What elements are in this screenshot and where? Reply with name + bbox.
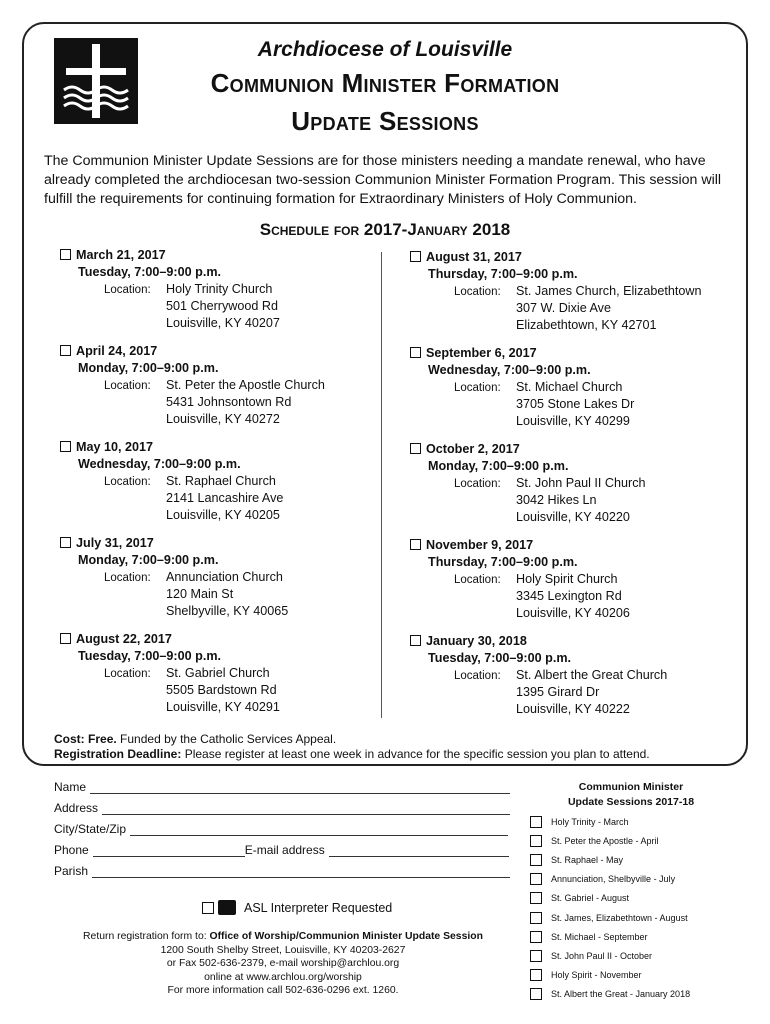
checklist-item-label: St. Michael - September: [551, 931, 648, 942]
location-city: Louisville, KY 40206: [516, 606, 630, 620]
location-address: [166, 281, 280, 332]
location-address: [516, 475, 646, 526]
return-online: online at www.archlou.org/worship: [204, 971, 362, 983]
session-checklist: [530, 812, 690, 1004]
checklist-checkbox[interactable]: [530, 854, 542, 866]
checklist-checkbox[interactable]: [530, 931, 542, 943]
session-left-0: [60, 247, 280, 332]
location-label: Location:: [104, 572, 151, 584]
cross-logo-icon: [54, 38, 138, 124]
location-city: Louisville, KY 40222: [516, 702, 630, 716]
location-label: Location:: [104, 380, 151, 392]
location-city: Louisville, KY 40299: [516, 414, 630, 428]
session-time: Tuesday, 7:00–9:00 p.m.: [78, 265, 222, 279]
phone-label: Phone: [54, 843, 89, 857]
checklist-item-label: St. Albert the Great - January 2018: [551, 989, 691, 1000]
session-time: Thursday, 7:00–9:00 p.m.: [428, 555, 578, 569]
return-phone: For more information call 502-636-0296 ext. 1260.: [167, 985, 399, 996]
checklist-item[interactable]: [530, 927, 690, 946]
parish-label: Parish: [54, 864, 89, 878]
sign-language-icon: [218, 900, 236, 915]
session-date[interactable]: [410, 345, 634, 362]
intro-paragraph: The Communion Minister Update Sessions are for those ministers needing a mandate renewal, who have already completed the archdiocesan two-session Communion Minister Formation Program. This session will fulfill the requirements for continuing formation for Extraordinary Ministers of Holy Communion.: [44, 153, 722, 207]
session-date-text: May 10, 2017: [76, 440, 154, 454]
location-city: Louisville, KY 40220: [516, 510, 630, 524]
schedule-heading: Schedule for 2017-January 2018: [259, 220, 511, 239]
location-city: Louisville, KY 40205: [166, 508, 280, 522]
return-office: Office of Worship/Communion Minister Update Session: [209, 931, 483, 942]
session-checkbox[interactable]: [410, 443, 421, 454]
cost-value: Free.: [88, 732, 117, 746]
location-label: Location:: [104, 284, 151, 296]
deadline-text: Please register at least one week in advance for the specific session you plan to attend.: [181, 747, 650, 761]
return-instructions: [48, 930, 518, 998]
session-right-0: [410, 249, 702, 334]
name-label: Name: [54, 780, 87, 794]
session-time: Tuesday, 7:00–9:00 p.m.: [428, 651, 572, 665]
location-street: 501 Cherrywood Rd: [166, 299, 279, 313]
cost-line: [54, 732, 336, 747]
session-checkbox[interactable]: [410, 347, 421, 358]
session-checkbox[interactable]: [60, 345, 71, 356]
session-checkbox[interactable]: [60, 249, 71, 260]
cost-label: Cost:: [54, 732, 85, 746]
location-name: St. Albert the Great Church: [516, 668, 668, 682]
checklist-item[interactable]: [530, 908, 690, 927]
location-address: [516, 283, 702, 334]
deadline-line: [54, 747, 650, 762]
page-title-line1: Communion Minister Formation: [210, 68, 560, 98]
session-checkbox[interactable]: [60, 633, 71, 644]
org-title: Archdiocese of Louisville: [257, 38, 513, 61]
session-date-text: April 24, 2017: [76, 344, 158, 358]
session-time: Tuesday, 7:00–9:00 p.m.: [78, 649, 222, 663]
return-prefix: Return registration form to:: [83, 931, 210, 942]
location-address: [516, 571, 630, 622]
asl-checkbox[interactable]: [202, 902, 214, 914]
session-checkbox[interactable]: [410, 635, 421, 646]
checklist-item[interactable]: [530, 985, 690, 1004]
location-label: Location:: [454, 382, 501, 394]
location-name: Holy Trinity Church: [166, 282, 273, 296]
parish-field[interactable]: [54, 864, 510, 878]
checklist-item-label: St. James, Elizabethtown - August: [551, 912, 688, 923]
session-location: [410, 475, 646, 526]
checklist-title: [546, 780, 716, 810]
session-date-text: August 22, 2017: [76, 632, 172, 646]
session-date-text: January 30, 2018: [426, 634, 527, 648]
location-address: [166, 473, 283, 524]
city-label: City/State/Zip: [54, 822, 127, 836]
checklist-item[interactable]: [530, 870, 690, 889]
session-date-text: November 9, 2017: [426, 538, 534, 552]
session-date-text: March 21, 2017: [76, 248, 166, 262]
location-street: 3345 Lexington Rd: [516, 589, 622, 603]
location-street: 3705 Stone Lakes Dr: [516, 397, 635, 411]
location-label: Location:: [454, 478, 501, 490]
session-date[interactable]: [410, 633, 667, 650]
session-date-text: October 2, 2017: [426, 442, 520, 456]
session-date-text: September 6, 2017: [426, 346, 537, 360]
parish-line[interactable]: [92, 866, 510, 878]
phone-line[interactable]: [93, 845, 245, 857]
city-line[interactable]: [130, 824, 508, 836]
session-location: [60, 569, 288, 620]
location-street: 307 W. Dixie Ave: [516, 301, 611, 315]
session-time: Wednesday, 7:00–9:00 p.m.: [428, 363, 591, 377]
session-checkbox[interactable]: [60, 441, 71, 452]
location-name: Annunciation Church: [166, 570, 283, 584]
name-line[interactable]: [90, 782, 510, 794]
location-city: Elizabethtown, KY 42701: [516, 318, 657, 332]
city-field[interactable]: [54, 822, 508, 836]
session-location: [60, 281, 280, 332]
session-time: Monday, 7:00–9:00 p.m.: [78, 553, 219, 567]
location-address: [166, 377, 325, 428]
checklist-title-line2: Update Sessions 2017-18: [567, 796, 695, 808]
checklist-checkbox[interactable]: [530, 969, 542, 981]
location-address: [166, 665, 280, 716]
location-street: 5431 Johnsontown Rd: [166, 395, 292, 409]
session-location: [410, 283, 702, 334]
session-right-4: [410, 633, 667, 718]
location-name: St. John Paul II Church: [516, 476, 646, 490]
address-label: Address: [54, 801, 99, 815]
column-divider: [381, 252, 382, 718]
location-street: 3042 Hikes Ln: [516, 493, 597, 507]
checklist-title-line1: Communion Minister: [578, 781, 684, 793]
location-name: St. Raphael Church: [166, 474, 276, 488]
checklist-checkbox[interactable]: [530, 816, 542, 828]
checklist-item-label: St. Gabriel - August: [551, 893, 630, 904]
location-city: Louisville, KY 40272: [166, 412, 280, 426]
session-right-1: [410, 345, 634, 430]
session-date-text: July 31, 2017: [76, 536, 154, 550]
return-address: 1200 South Shelby Street, Louisville, KY 40203-2627: [160, 944, 406, 956]
location-name: Holy Spirit Church: [516, 572, 618, 586]
session-date[interactable]: [60, 535, 288, 552]
email-label: E-mail address: [244, 843, 325, 857]
checklist-item-label: Annunciation, Shelbyville - July: [551, 874, 676, 885]
checklist-checkbox[interactable]: [530, 892, 542, 904]
session-right-2: [410, 441, 646, 526]
asl-label: ASL Interpreter Requested: [244, 900, 393, 915]
session-time: Thursday, 7:00–9:00 p.m.: [428, 267, 578, 281]
session-left-3: [60, 535, 288, 620]
location-street: 2141 Lancashire Ave: [166, 491, 284, 505]
session-checkbox[interactable]: [60, 537, 71, 548]
location-label: Location:: [104, 668, 151, 680]
location-city: Louisville, KY 40207: [166, 316, 280, 330]
location-label: Location:: [454, 286, 501, 298]
session-location: [60, 377, 325, 428]
location-name: St. Michael Church: [516, 380, 623, 394]
session-date[interactable]: [60, 343, 325, 360]
address-field[interactable]: [54, 801, 510, 815]
location-city: Shelbyville, KY 40065: [166, 604, 289, 618]
location-address: [166, 569, 288, 620]
session-date[interactable]: [60, 439, 283, 456]
checklist-checkbox[interactable]: [530, 835, 542, 847]
location-label: Location:: [454, 670, 501, 682]
location-address: [516, 379, 634, 430]
email-line[interactable]: [329, 845, 509, 857]
session-checkbox[interactable]: [410, 539, 421, 550]
session-time: Monday, 7:00–9:00 p.m.: [78, 361, 219, 375]
location-name: St. James Church, Elizabethtown: [516, 284, 702, 298]
checklist-item-label: Holy Trinity - March: [551, 816, 629, 827]
session-date[interactable]: [60, 247, 280, 264]
address-line[interactable]: [102, 803, 510, 815]
session-left-4: [60, 631, 280, 716]
checklist-checkbox[interactable]: [530, 873, 542, 885]
deadline-label: Registration Deadline:: [54, 747, 182, 761]
checklist-item[interactable]: [530, 812, 690, 831]
checklist-item[interactable]: [530, 966, 690, 985]
asl-option[interactable]: [202, 900, 392, 915]
session-date[interactable]: [410, 537, 630, 554]
checklist-checkbox[interactable]: [530, 950, 542, 962]
checklist-item[interactable]: [530, 850, 690, 869]
name-field[interactable]: [54, 780, 510, 794]
session-date[interactable]: [410, 441, 646, 458]
checklist-item[interactable]: [530, 946, 690, 965]
session-date-text: August 31, 2017: [426, 250, 522, 264]
location-label: Location:: [454, 574, 501, 586]
checklist-item-label: Holy Spirit - November: [551, 970, 642, 981]
location-address: [516, 667, 667, 718]
session-left-2: [60, 439, 283, 524]
session-time: Monday, 7:00–9:00 p.m.: [428, 459, 569, 473]
return-fax-email: or Fax 502-636-2379, e-mail worship@archlou.org: [166, 958, 400, 969]
checklist-checkbox[interactable]: [530, 912, 542, 924]
session-time: Wednesday, 7:00–9:00 p.m.: [78, 457, 241, 471]
location-label: Location:: [104, 476, 151, 488]
session-date[interactable]: [410, 249, 702, 266]
location-name: St. Gabriel Church: [166, 666, 270, 680]
location-city: Louisville, KY 40291: [166, 700, 280, 714]
session-checkbox[interactable]: [410, 251, 421, 262]
checklist-item[interactable]: [530, 889, 690, 908]
session-date[interactable]: [60, 631, 280, 648]
session-left-1: [60, 343, 325, 428]
phone-field[interactable]: [54, 843, 509, 857]
session-location: [410, 379, 634, 430]
location-street: 120 Main St: [166, 587, 234, 601]
location-name: St. Peter the Apostle Church: [166, 378, 325, 392]
location-street: 5505 Bardstown Rd: [166, 683, 277, 697]
session-location: [60, 473, 283, 524]
session-location: [410, 667, 667, 718]
checklist-item[interactable]: [530, 831, 690, 850]
location-street: 1395 Girard Dr: [516, 685, 600, 699]
page-title-line2: Update Sessions: [291, 106, 479, 136]
cost-note: Funded by the Catholic Services Appeal.: [116, 732, 337, 746]
checklist-item-label: St. Peter the Apostle - April: [551, 835, 659, 846]
checklist-item-label: St. Raphael - May: [551, 854, 624, 865]
session-location: [60, 665, 280, 716]
session-right-3: [410, 537, 630, 622]
checklist-item-label: St. John Paul II - October: [551, 950, 653, 961]
session-location: [410, 571, 630, 622]
checklist-checkbox[interactable]: [530, 988, 542, 1000]
